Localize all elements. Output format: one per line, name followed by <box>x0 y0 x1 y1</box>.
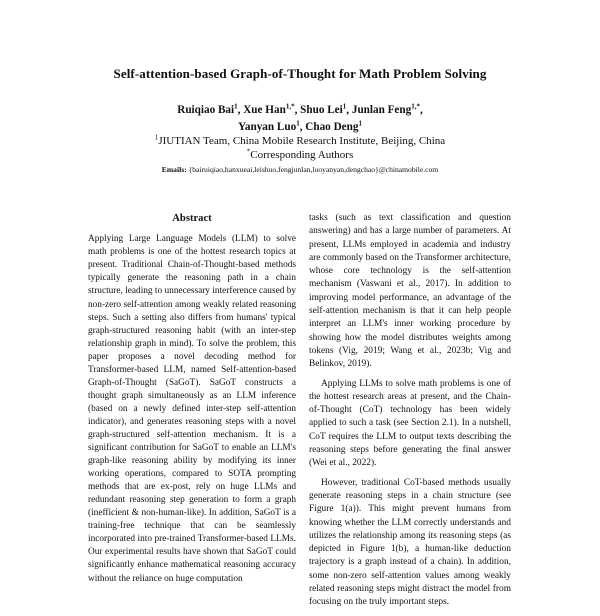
author-mark: 1 <box>358 119 362 128</box>
affiliation-line <box>0 134 600 148</box>
body-paragraph: However, traditional CoT-based methods usually generate reasoning steps in a chain structure (see Figure 1(a)). This might prevent humans from knowing whether the LLM correctly understands and utilizes the relationship among its reasoning steps (as depicted in Figure 1(b), a human-like deduction trajectory is a graph instead of a chain). In addition, some non-zero self-attention values among weakly related reasoning steps might distract the model from focusing on the truly important steps. <box>309 477 511 608</box>
affiliations <box>0 134 600 162</box>
affiliation-mark: 1 <box>154 133 159 142</box>
author-mark: 1,* <box>411 102 420 111</box>
corresponding-line <box>0 148 600 162</box>
author-name: Shuo Lei <box>300 104 343 116</box>
corresponding-mark: * <box>246 147 251 156</box>
author-line-1: Ruiqiao Bai$^1$, Xue Han$^{1,*}$, Shuo Lei$^1$, Junlan Feng$^{1,*}$, <box>177 102 423 116</box>
paper-title: Self-attention-based Graph-of-Thought for Math Problem Solving <box>113 66 487 81</box>
author-mark: 1 <box>234 102 238 111</box>
author-name: Xue Han <box>243 104 286 116</box>
author-name: Yanyan Luo <box>238 121 297 133</box>
corresponding-text: Corresponding Authors <box>250 149 354 161</box>
emails-line <box>0 165 600 174</box>
body-paragraph: Applying LLMs to solve math problems is one of the hottest research areas at present, and the Chain-of-Thought (CoT) technology has been widely applied to such a task (see Section 2.1). In a nutshell, CoT requires the LLM to output texts describing the reasoning steps before generating the final answer (Wei et al., 2022). <box>309 378 511 469</box>
body-paragraph: tasks (such as text classification and question answering) and has a large number of parameters. At present, LLMs employed in academia and industry are commonly based on the Transformer architecture, whose core technology is the self-attention mechanism (Vaswani et al., 2017). In addition to improving model performance, an advantage of the self-attention mechanism is that it can help people interpret an LLM's inner working procedure by showing how the model distributes weights among tokens (Vig, 2019; Wang et al., 2023b; Vig and Belinkov, 2019). <box>309 213 511 370</box>
author-name: Junlan Feng <box>351 104 412 116</box>
right-column <box>309 212 511 616</box>
author-list <box>0 102 600 136</box>
affiliation-text: JIUTIAN Team, China Mobile Research Institute, Beijing, China <box>158 135 446 147</box>
abstract-heading: Abstract <box>172 213 212 224</box>
emails-text: {bairuiqiao,hanxueai,leishuo,fengjunlan,luoyanyan,dengchao}@chinamobile.com <box>188 165 439 174</box>
author-name: Chao Deng <box>305 121 359 133</box>
author-mark: 1 <box>342 102 347 111</box>
author-line-2: Yanyan Luo$^1$, Chao Deng$^1$ <box>238 119 362 133</box>
emails-label: Emails: <box>161 165 187 174</box>
abstract-text: Applying Large Language Models (LLM) to solve math problems is one of the hottest research topics at present. Traditional Chain-of-Thought-based methods typically generate the reasoning path in a chain structure, leading to unnecessary interference caused by non-zero self-attention among weakly related reasoning steps. Such a setting also differs from humans' typical graph-structured reasoning habit (with an inter-step relationship graph in mind). To solve the problem, this paper proposes a novel decoding method for Transformer-based LLM, named Self-attention-based Graph-of-Thought (SaGoT). SaGoT constructs a thought graph simultaneously as an LLM inference (based on a newly defined inter-step self-attention indicator), and generates reasoning steps with a novel graph-structured self-attention mechanism. It is a significant contribution for SaGoT to enable an LLM's graph-like reasoning ability by modifying its inner working operations, compared to SOTA prompting methods that are ex-post, rely on huge LLMs and redundant reasoning step generation to form a graph (inefficient & non-human-like). In addition, SaGoT is a training-free technique that can be seamlessly incorporated into pre-trained Transformer-based LLMs. Our experimental results have shown that SaGoT could significantly enhance mathematical reasoning accuracy without the reliance on huge computation <box>88 234 296 584</box>
author-name: Ruiqiao Bai <box>177 104 235 116</box>
left-column <box>88 212 296 586</box>
author-mark: 1 <box>296 119 300 128</box>
author-mark: 1,* <box>285 102 295 111</box>
